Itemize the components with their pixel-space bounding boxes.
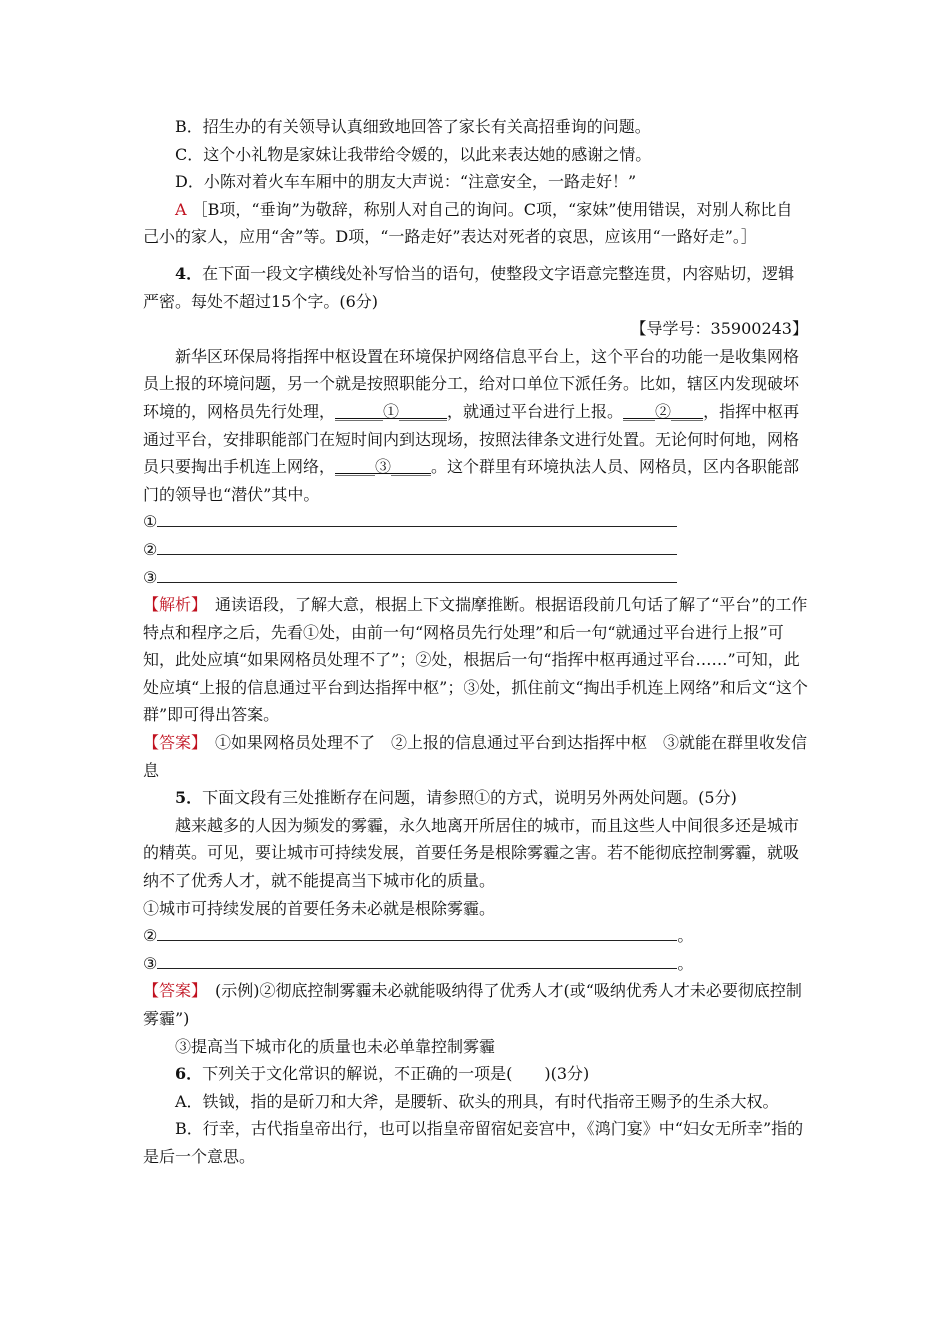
q5-answer — [143, 977, 808, 1032]
q5-stem-text: 下面文段有三处推断存在问题，请参照①的方式，说明另外两处问题。(5分) — [202, 788, 737, 808]
q5-answer-2: ③提高当下城市化的质量也未必单靠控制雾霾 — [175, 1036, 496, 1056]
q4-number: 4． — [175, 263, 203, 283]
q4-answer-line-3[interactable] — [143, 564, 808, 592]
q6-stem-text: 下列关于文化常识的解说，不正确的一项是( )(3分) — [202, 1064, 590, 1084]
q4-passage-part: ，指挥中枢再通过平台，安排职能部门在短时间内到达现场，按照法律条文进行处置。无论何时何地，网格员只要掏出手机连上网络， — [143, 401, 800, 477]
q5-answer-text: (示例)②彻底控制雾霾未必就能吸纳得了优秀人才(或“吸纳优秀人才未必要彻底控制雾霾”) — [143, 981, 802, 1028]
q4-blank-2: ____②____ — [623, 401, 704, 421]
q3-option-c: C．这个小礼物是家妹让我带给令媛的，以此来表达她的感谢之情。 — [175, 144, 652, 164]
line-period: 。 — [677, 953, 694, 973]
answer-line-number: ③ — [143, 567, 158, 587]
q4-answer-line-1[interactable] — [143, 508, 808, 536]
q4-analysis — [143, 591, 808, 729]
q5-answer-line-3[interactable] — [143, 950, 808, 978]
q5-answer-line-2[interactable] — [143, 922, 808, 950]
q3-option-b: B．招生办的有关领导认真细致地回答了家长有关高招垂询的问题。 — [175, 117, 651, 136]
q4-passage-part: 。这个群里有环境执法人员、网格员，区内各职能部门的领导也“潜伏”其中。 — [143, 457, 800, 504]
q4-stem-text: 在下面一段文字横线处补写恰当的语句，使整段文字语意完整连贯，内容贴切，逻辑严密。每处不超过15个字。(6分) — [143, 263, 795, 311]
q4-blank-3: _____③_____ — [335, 457, 432, 477]
q4-passage — [143, 343, 808, 509]
q3-option-d: D．小陈对着火车车厢中的朋友大声说：“注意安全，一路走好！” — [175, 172, 637, 192]
q4-passage-part: ，就通过平台进行上报。 — [447, 401, 624, 421]
answer-line-number: ② — [143, 539, 158, 559]
q6-number: 6． — [175, 1064, 203, 1084]
q4-answer-text: ①如果网格员处理不了 ②上报的信息通过平台到达指挥中枢 ③就能在群里收发信息 — [143, 733, 808, 780]
q6-stem — [143, 1060, 808, 1088]
q5-passage: 越来越多的人因为频发的雾霾，永久地离开所居住的城市，而且这些人中间很多还是城市的精英。可见，要让城市可持续发展，首要任务是根除雾霾之害。若不能彻底控制雾霾，就吸纳不了优秀人才，就不能提高当下城市化的质量。 — [143, 815, 800, 891]
q3-explanation: ［B项，“垂询”为敬辞，称别人对自己的询问。C项，“家妹”使用错误，对别人称比自己小的家人，应用“舍”等。D项，“一路走好”表达对死者的哀思，应该用“一路好走”。］ — [143, 199, 793, 247]
q3-answer — [143, 196, 808, 251]
q4-passage-part: 新华区环保局将指挥中枢设置在环境保护网络信息平台上，这个平台的功能一是收集网格员上报的环境问题，另一个就是按照职能分工，给对口单位下派任务。比如，辖区内发现破坏环境的，网格员先行处理， — [143, 346, 800, 421]
q6-option-a: A．铁钺，指的是斫刀和大斧，是腰斩、砍头的刑具，有时代指帝王赐予的生杀大权。 — [175, 1091, 779, 1111]
q4-guide-number: 【导学号：35900243】 — [630, 319, 808, 339]
analysis-label: 【解析】 — [143, 595, 200, 615]
answer-label: 【答案】 — [143, 733, 200, 753]
document-page — [143, 113, 808, 1171]
q4-answer-line-2[interactable] — [143, 536, 808, 564]
line-period: 。 — [677, 926, 694, 946]
answer-line-number: ② — [143, 926, 158, 946]
q6-option-b: B．行幸，古代指皇帝出行，也可以指皇帝留宿妃妾宫中，《鸿门宴》中“妇女无所幸”指的是后一个意思。 — [143, 1119, 804, 1166]
q4-blank-1: ______①______ — [335, 401, 448, 421]
q5-number: 5． — [175, 788, 203, 808]
answer-label: 【答案】 — [143, 981, 200, 1001]
q5-example: ①城市可持续发展的首要任务未必就是根除雾霾。 — [143, 898, 496, 918]
answer-line-number: ① — [143, 512, 158, 532]
q4-stem — [143, 260, 808, 315]
q5-stem — [143, 784, 808, 812]
answer-line-number: ③ — [143, 953, 158, 973]
q3-answer-letter: A — [175, 199, 187, 219]
q4-analysis-text: 通读语段，了解大意，根据上下文揣摩推断。根据语段前几句话了解了“平台”的工作特点和程序之后，先看①处，由前一句“网格员先行处理”和后一句“就通过平台进行上报”可知，此处应填“如果网格员处理不了”；②处，根据后一句“指挥中枢再通过平台……”可知，此处应填“上报的信息通过平台到达指挥中枢”；③处，抓住前文“掏出手机连上网络”和后文“这个群”即可得出答案。 — [143, 595, 808, 725]
q4-answer — [143, 729, 808, 784]
